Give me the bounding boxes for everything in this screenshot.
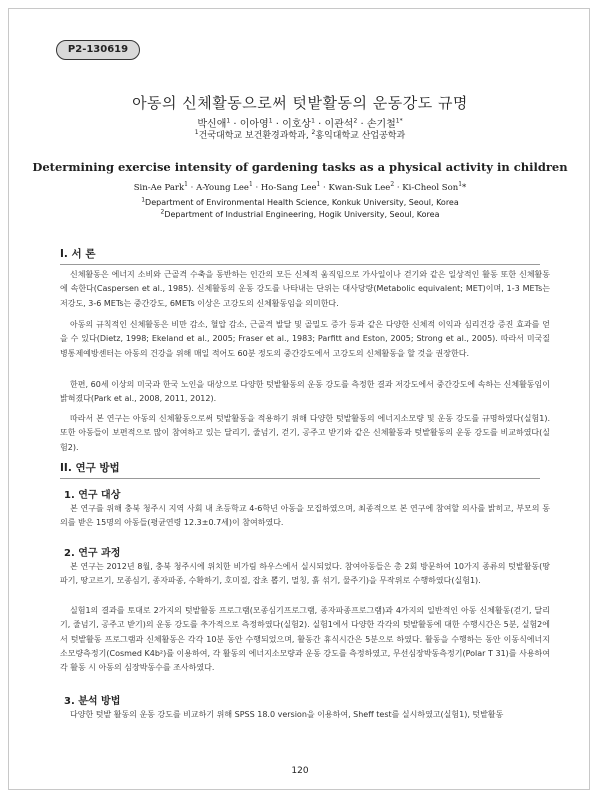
author: 이호상	[282, 119, 312, 130]
section-heading-introduction: I. 서 론	[60, 246, 540, 265]
korean-affiliations: $^1$건국대학교 보건환경과학과, $^2$홍익대학교 산업공학과	[194, 129, 406, 141]
methods-subjects-paragraph: 본 연구를 위해 충북 청주시 지역 사회 내 초등학교 4-6학년 아동을 모집하였으며, 최종적으로 본 연구에 참여할 의사를 밝히고, 부모의 동의를 받은 15명의 아동들(평균연령 12.3±0.7세)이 참여하였다.	[60, 504, 550, 528]
methods-procedure-paragraph-2: 실험1의 결과를 토대로 2가지의 텃밭활동 프로그램(모종심기프로그램, 종자파종프로그램)과 4가지의 일반적인 아동 신체활동(걷기, 달리기, 줄넘기, 공주고 받기)의 운동 강도를 추가적으로 측정하였다(실험2). 실험1에서 다양한 각각의 텃밭활동에 대한 수행시간은 5분, 실험2에서 텃밭활동 프로그램과 신체활동은 각각 10분 동안 수행되었으며, 활동간 휴식시간은 5분으로 하였다. 활동을 수행하는 동안 이동식에너지소모량측정기(Cosmed K4b²)를 이용하여, 각 활동의 에너지소모량과 운동 강도를 측정하였고, 무선심장박동측정기(Polar T 31)를 사용하여 각 활동 시 아동의 심장박동수를 조사하였다.	[60, 606, 550, 673]
author: 이아영	[239, 119, 269, 130]
author: Ki-Cheol Son	[402, 183, 459, 193]
subsection-heading-subjects: 1. 연구 대상	[64, 490, 121, 501]
methods-procedure-paragraph-1: 본 연구는 2012년 8월, 충북 청주시에 위치한 비가림 하우스에서 실시되었다. 참여아동들은 총 2회 방문하여 10가지 종류의 텃밭활동(땅파기, 땅고르기, 모종심기, 종자파종, 수확하기, 호미질, 잡초 뽑기, 멀칭, 흙 섞기, 물주기)을 무작위로 수행하였다(실험1).	[60, 562, 550, 586]
intro-paragraph-2: 아동의 규칙적인 신체활동은 비만 감소, 혈압 감소, 근골격 발달 및 골밀도 증가 등과 같은 다양한 신체적 이익과 심리건강 증진 효과를 얻을 수 있다(Dietz, 1998; Ekeland et al., 2005; Fraser et al., 1983; Parfitt and Eston, 2005; Strong et al., 2005). 따라서 미국질병통제예방센터는 아동의 건강을 위해 매일 적어도 60분 정도의 중간강도에서 고강도의 신체활동을 할 것을 권장한다.	[60, 320, 550, 358]
author: Sin-Ae Park	[133, 183, 185, 193]
section-heading-methods: II. 연구 방법	[60, 460, 540, 479]
intro-paragraph-3: 한편, 60세 이상의 미국과 한국 노인을 대상으로 다양한 텃밭활동의 운동 강도를 측정한 결과 저강도에서 중간강도에 속하는 신체활동임이 밝혀졌다(Park et al., 2008, 2011, 2012).	[60, 380, 550, 404]
author: Ho-Sang Lee	[260, 183, 317, 193]
page-number: 120	[291, 766, 309, 776]
author: A-Young Lee	[196, 183, 249, 193]
subsection-heading-analysis: 3. 분석 방법	[64, 696, 121, 707]
english-authors: Sin-Ae Park$^1$ · A-Young Lee$^1$ · Ho-Sang Lee$^1$ · Kwan-Suk Lee$^2$ · Ki-Cheol Son$^1$*	[133, 181, 467, 193]
english-affiliation-2: $^2$Department of Industrial Engineering, Hogik University, Seoul, Korea	[160, 208, 440, 219]
subsection-heading-procedure: 2. 연구 과정	[64, 548, 121, 559]
methods-analysis-paragraph: 다양한 텃밭 활동의 운동 강도를 비교하기 위해 SPSS 18.0 version을 이용하여, Sheff test를 실시하였고(실험1), 텃밭활동	[70, 710, 504, 719]
paper-id-badge: P2-130619	[56, 40, 140, 60]
english-title: Determining exercise intensity of gardening tasks as a physical activity in children	[32, 160, 568, 174]
intro-paragraph-4: 따라서 본 연구는 아동의 신체활동으로써 텃밭활동을 적용하기 위해 다양한 텃밭활동의 에너지소모량 및 운동 강도를 규명하였다(실험1). 또한 아동들이 보편적으로 많이 참여하고 있는 달리기, 줄넘기, 걷기, 공주고 받기와 같은 신체활동과 텃밭활동의 운동 강도를 비교하였다(실험2).	[60, 414, 550, 452]
author: 손기철	[366, 119, 396, 130]
korean-authors: 박신애$^1$ · 이아영$^1$ · 이호상$^1$ · 이관석$^2$ · 손기철$^{1*}$	[197, 117, 403, 130]
intro-paragraph-1: 신체활동은 에너지 소비와 근골격 수축을 동반하는 인간의 모든 신체적 움직임으로 가사일이나 걷기와 같은 일상적인 활동 또한 신체활동에 속한다(Caspersen et al., 1985). 신체활동의 운동 강도를 나타내는 단위는 대사당량(Metabolic equivalent; MET)이며, 1-3 METs는 저강도, 3-6 METs는 중간강도, 6METs 이상은 고강도의 신체활동임을 의미한다.	[60, 270, 550, 308]
author: 이관석	[324, 119, 354, 130]
english-affiliation-1: $^1$Department of Environmental Health Science, Konkuk University, Seoul, Korea	[141, 196, 459, 207]
korean-title: 아동의 신체활동으로써 텃밭활동의 운동강도 규명	[132, 94, 468, 112]
author: 박신애	[197, 119, 227, 130]
author: Kwan-Suk Lee	[328, 183, 391, 193]
